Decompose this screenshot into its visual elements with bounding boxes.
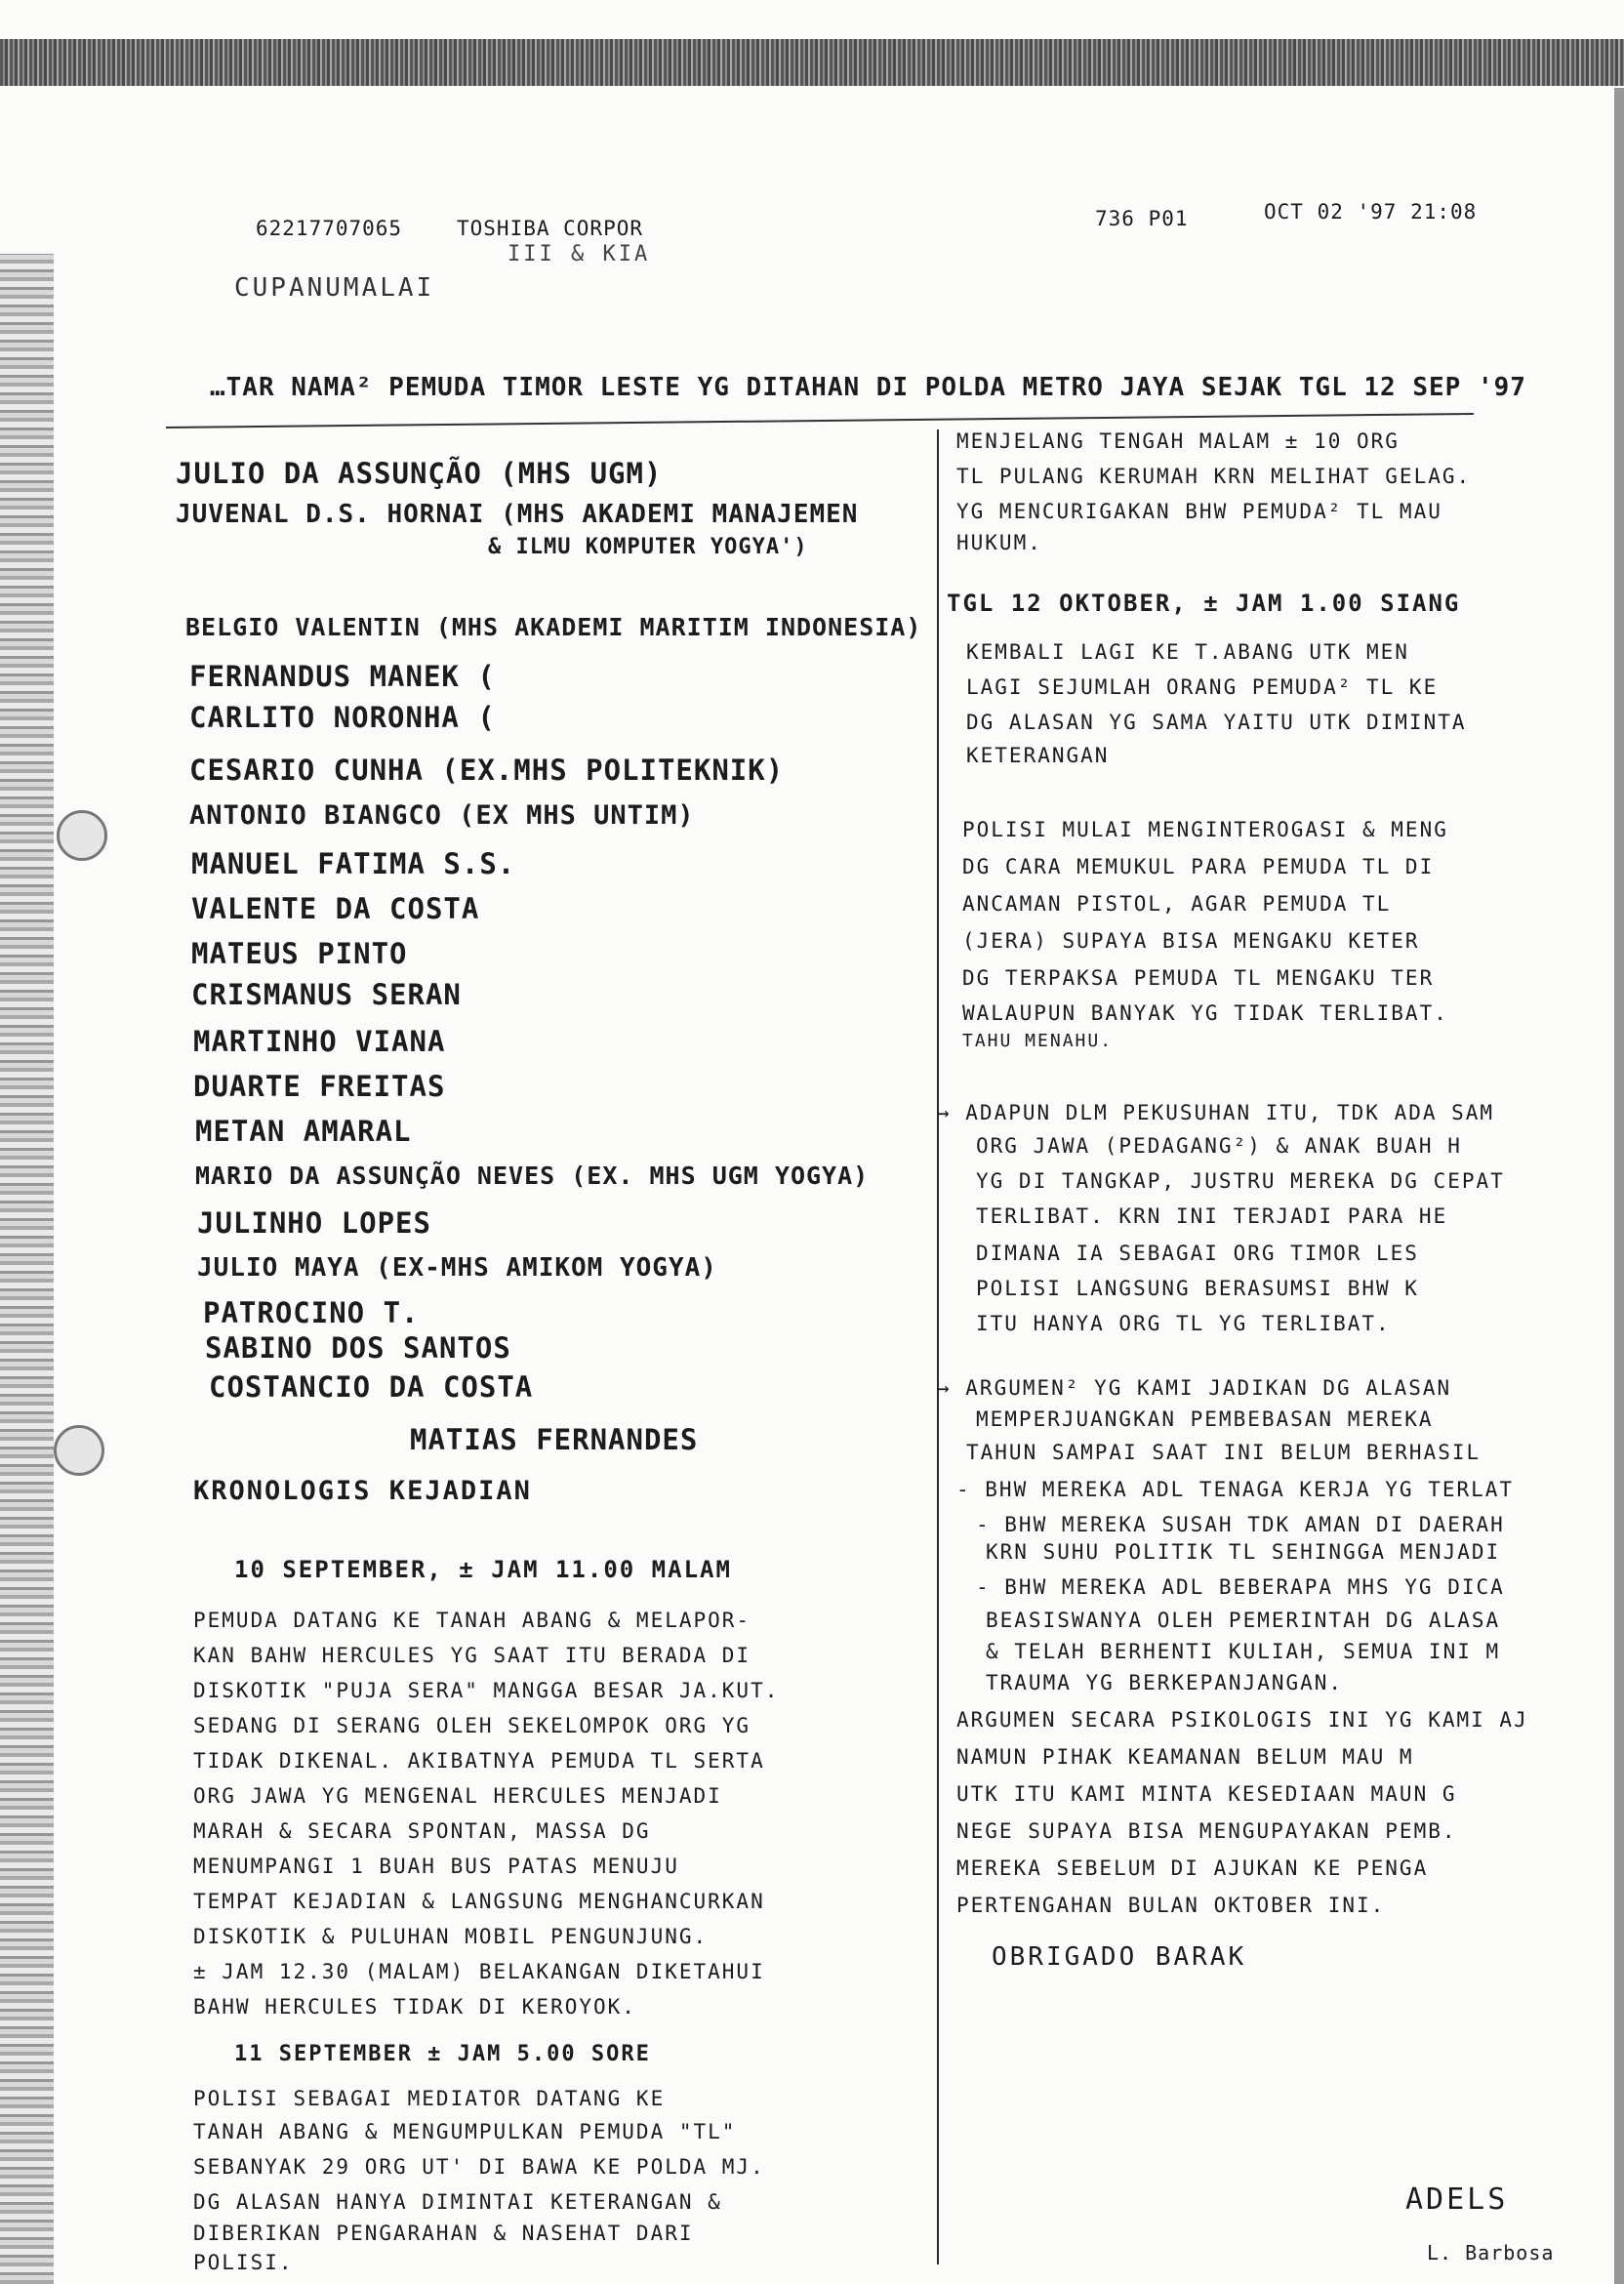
adapun-line: ORG JAWA (PEDAGANG²) & ANAK BUAH H (976, 1134, 1462, 1158)
oct-line: KETERANGAN (966, 744, 1110, 767)
list-item: JULIO DA ASSUNÇÃO (MHS UGM) (176, 457, 663, 490)
list-item: CESARIO CUNHA (EX.MHS POLITEKNIK) (189, 754, 785, 787)
adapun-line: DIMANA IA SEBAGAI ORG TIMOR LES (976, 1242, 1419, 1265)
fax-datetime: OCT 02 '97 21:08 (1264, 200, 1478, 224)
sept-line: MENUMPANGI 1 BUAH BUS PATAS MENUJU (193, 1855, 679, 1878)
argumen-line: BEASISWANYA OLEH PEMERINTAH DG ALASA (986, 1609, 1501, 1632)
hand-line-2: CUPANUMALAI (234, 273, 435, 303)
closing-line: PERTENGAHAN BULAN OKTOBER INI. (956, 1894, 1386, 1917)
list-item: MARIO DA ASSUNÇÃO NEVES (EX. MHS UGM YOGYA) (195, 1162, 870, 1190)
sept-10-heading: 10 SEPTEMBER, ± JAM 11.00 MALAM (234, 1556, 732, 1583)
closing-line: MEREKA SEBELUM DI AJUKAN KE PENGA (956, 1856, 1429, 1880)
list-item: COSTANCIO DA COSTA (209, 1370, 534, 1404)
sept2-line: DG ALASAN HANYA DIMINTAI KETERANGAN & (193, 2190, 722, 2214)
hand-line-1: III & KIA (508, 242, 651, 266)
argumen-line: TAHUN SAMPAI SAAT INI BELUM BERHASIL (966, 1441, 1482, 1464)
adapun-line: ITU HANYA ORG TL YG TERLIBAT. (976, 1312, 1391, 1335)
list-item: MATEUS PINTO (191, 937, 408, 970)
police-line: ANCAMAN PISTOL, AGAR PEMUDA TL (962, 892, 1392, 916)
punch-hole-top (57, 810, 107, 861)
column-divider (937, 429, 939, 2264)
right-top-line: HUKUM. (956, 531, 1042, 554)
adapun-line: POLISI LANGSUNG BERASUMSI BHW K (976, 1277, 1419, 1300)
sept2-line: POLISI. (193, 2251, 294, 2274)
list-item: METAN AMARAL (195, 1115, 412, 1148)
sept-line: TIDAK DIKENAL. AKIBATNYA PEMUDA TL SERTA (193, 1749, 765, 1773)
police-line: DG TERPAKSA PEMUDA TL MENGAKU TER (962, 966, 1435, 990)
sept-line: SEDANG DI SERANG OLEH SEKELOMPOK ORG YG (193, 1714, 751, 1737)
oct-line: DG ALASAN YG SAMA YAITU UTK DIMINTA (966, 711, 1467, 734)
argumen-line: & TELAH BERHENTI KULIAH, SEMUA INI M (986, 1640, 1501, 1663)
argumen-line: TRAUMA YG BERKEPANJANGAN. (986, 1671, 1344, 1694)
argumen-line: - BHW MEREKA ADL BEBERAPA MHS YG DICA (976, 1575, 1505, 1599)
chronology-heading: KRONOLOGIS KEJADIAN (193, 1476, 532, 1506)
adapun-line: YG DI TANGKAP, JUSTRU MEREKA DG CEPAT (976, 1169, 1505, 1193)
argumen-line: - BHW MEREKA SUSAH TDK AMAN DI DAERAH (976, 1513, 1505, 1536)
sept2-line: TANAH ABANG & MENGUMPULKAN PEMUDA "TL" (193, 2120, 737, 2143)
sept-line: ± JAM 12.30 (MALAM) BELAKANGAN DIKETAHUI (193, 1960, 765, 1983)
fax-page-code: 736 P01 (1095, 207, 1189, 230)
closing-line: UTK ITU KAMI MINTA KESEDIAAN MAUN G (956, 1782, 1457, 1806)
list-item: BELGIO VALENTIN (MHS AKADEMI MARITIM INDONESIA) (185, 613, 922, 641)
list-item: MARTINHO VIANA (193, 1025, 446, 1058)
sept-line: KAN BAHW HERCULES YG SAAT ITU BERADA DI (193, 1644, 751, 1667)
sept-11-heading: 11 SEPTEMBER ± JAM 5.00 SORE (234, 2042, 651, 2066)
signature-sub: L. Barbosa (1427, 2241, 1555, 2264)
police-line: (JERA) SUPAYA BISA MENGAKU KETER (962, 929, 1420, 953)
right-top-line: TL PULANG KERUMAH KRN MELIHAT GELAG. (956, 465, 1472, 488)
list-item: JUVENAL D.S. HORNAI (MHS AKADEMI MANAJEMEN (176, 500, 859, 529)
sept-line: TEMPAT KEJADIAN & LANGSUNG MENGHANCURKAN (193, 1890, 765, 1913)
argumen-line: → ARGUMEN² YG KAMI JADIKAN DG ALASAN (937, 1376, 1452, 1400)
fax-sender: TOSHIBA CORPOR (457, 217, 644, 240)
list-item: SABINO DOS SANTOS (205, 1331, 511, 1365)
right-top-line: MENJELANG TENGAH MALAM ± 10 ORG (956, 429, 1400, 453)
list-item: VALENTE DA COSTA (191, 892, 480, 925)
argumen-line: MEMPERJUANGKAN PEMBEBASAN MEREKA (976, 1407, 1434, 1431)
list-item: FERNANDUS MANEK ( (189, 660, 496, 693)
fax-number: 62217707065 (256, 217, 403, 240)
sept-line: DISKOTIK "PUJA SERA" MANGGA BESAR JA.KUT. (193, 1679, 780, 1702)
sept-line: PEMUDA DATANG KE TANAH ABANG & MELAPOR- (193, 1609, 751, 1632)
sept-line: MARAH & SECARA SPONTAN, MASSA DG (193, 1819, 651, 1843)
oct-12-heading: TGL 12 OKTOBER, ± JAM 1.00 SIANG (947, 590, 1461, 617)
adapun-line: → ADAPUN DLM PEKUSUHAN ITU, TDK ADA SAM (937, 1101, 1495, 1124)
police-line: TAHU MENAHU. (962, 1031, 1114, 1051)
closing-line: NAMUN PIHAK KEAMANAN BELUM MAU M (956, 1745, 1414, 1769)
police-line: DG CARA MEMUKUL PARA PEMUDA TL DI (962, 855, 1435, 878)
right-top-line: YG MENCURIGAKAN BHW PEMUDA² TL MAU (956, 500, 1442, 523)
right-scan-edge (1614, 88, 1624, 2284)
list-item: MATIAS FERNANDES (410, 1423, 699, 1456)
argumen-line: - BHW MEREKA ADL TENAGA KERJA YG TERLAT (956, 1478, 1515, 1501)
oct-line: LAGI SEJUMLAH ORANG PEMUDA² TL KE (966, 675, 1439, 699)
list-item: JULIO MAYA (EX-MHS AMIKOM YOGYA) (197, 1253, 717, 1283)
list-item: CARLITO NORONHA ( (189, 701, 496, 734)
sept2-line: DIBERIKAN PENGARAHAN & NASEHAT DARI (193, 2222, 694, 2245)
list-item: CRISMANUS SERAN (191, 978, 462, 1011)
list-item: JULINHO LOPES (197, 1206, 431, 1240)
list-item: DUARTE FREITAS (193, 1070, 446, 1103)
punch-hole-bottom (54, 1425, 104, 1476)
argumen-line: KRN SUHU POLITIK TL SEHINGGA MENJADI (986, 1540, 1501, 1564)
signature: ADELS (1405, 2182, 1509, 2217)
title-underline (166, 413, 1474, 428)
fax-top-noise-band (0, 39, 1624, 86)
list-item: & ILMU KOMPUTER YOGYA') (488, 535, 808, 559)
sept2-line: POLISI SEBAGAI MEDIATOR DATANG KE (193, 2087, 666, 2110)
left-scan-edge (0, 254, 54, 2284)
sept2-line: SEBANYAK 29 ORG UT' DI BAWA KE POLDA MJ. (193, 2155, 765, 2179)
list-item: PATROCINO T. (203, 1296, 420, 1329)
sept-line: BAHW HERCULES TIDAK DI KEROYOK. (193, 1995, 636, 2019)
list-item: MANUEL FATIMA S.S. (191, 847, 516, 880)
closing-line: NEGE SUPAYA BISA MENGUPAYAKAN PEMB. (956, 1819, 1457, 1843)
closing-thanks: OBRIGADO BARAK (992, 1942, 1247, 1972)
police-line: POLISI MULAI MENGINTEROGASI & MENG (962, 818, 1448, 841)
closing-line: ARGUMEN SECARA PSIKOLOGIS INI YG KAMI AJ (956, 1708, 1528, 1732)
police-line: WALAUPUN BANYAK YG TIDAK TERLIBAT. (962, 1001, 1448, 1025)
adapun-line: TERLIBAT. KRN INI TERJADI PARA HE (976, 1204, 1448, 1228)
sept-line: DISKOTIK & PULUHAN MOBIL PENGUNJUNG. (193, 1925, 709, 1948)
list-item: ANTONIO BIANGCO (EX MHS UNTIM) (189, 800, 695, 831)
document-title: …TAR NAMA² PEMUDA TIMOR LESTE YG DITAHAN DI POLDA METRO JAYA SEJAK TGL 12 SEP '97 (210, 373, 1526, 402)
sept-line: ORG JAWA YG MENGENAL HERCULES MENJADI (193, 1784, 722, 1808)
oct-line: KEMBALI LAGI KE T.ABANG UTK MEN (966, 640, 1409, 664)
